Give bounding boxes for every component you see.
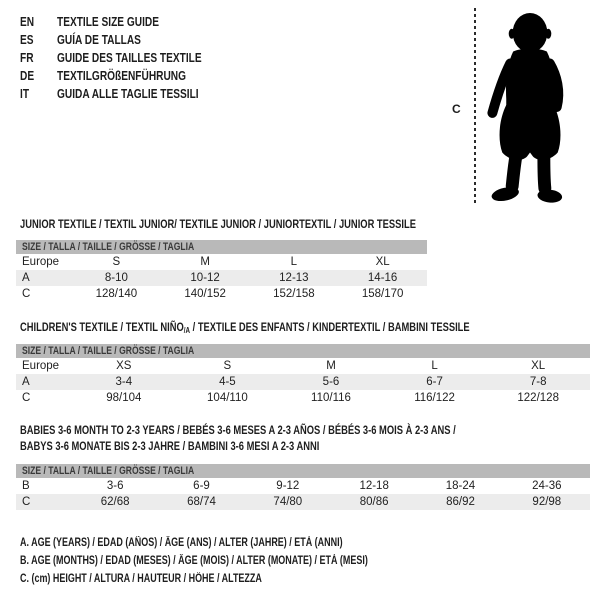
size-cell: L — [431, 360, 438, 372]
size-cell: 128/140 — [95, 288, 138, 300]
size-cell: 4-5 — [176, 374, 280, 390]
lang-row-en — [20, 13, 242, 31]
row-label: C — [22, 288, 31, 300]
size-cell: 7-8 — [486, 374, 590, 390]
lang-code: DE — [20, 68, 35, 83]
size-cell: 62/68 — [72, 494, 158, 510]
junior-title-text: JUNIOR TEXTILE / TEXTIL JUNIOR/ TEXTILE JUNIOR / JUNIORTEXTIL / JUNIOR TESSILE — [20, 217, 416, 231]
lang-row-de — [20, 67, 242, 85]
size-cell: 74/80 — [245, 494, 331, 510]
children-size-header-bar — [16, 344, 590, 358]
size-cell: XS — [116, 360, 132, 372]
babies-title-line1: BABIES 3-6 MONTH TO 2-3 YEARS / BEBÉS 3-6 MESES A 2-3 AÑOS / BÉBÉS 3-6 MOIS À 2-3 ANS / — [20, 423, 456, 437]
size-cell: 10-12 — [161, 270, 250, 286]
babies-size-table — [16, 478, 590, 510]
legend — [20, 534, 466, 588]
size-cell: 24-36 — [532, 480, 562, 492]
size-cell: 122/128 — [517, 392, 559, 404]
size-cell: M — [200, 256, 210, 268]
size-cell: 68/74 — [158, 494, 244, 510]
size-cell: S — [223, 360, 232, 372]
lang-title: GUIDE DES TAILLES TEXTILE — [57, 50, 202, 65]
junior-size-header-bar — [16, 240, 427, 254]
junior-section-title — [20, 216, 528, 232]
children-size-table — [16, 358, 590, 406]
row-label: A — [16, 374, 72, 390]
row-label: A — [16, 270, 72, 286]
baby-silhouette-icon — [483, 8, 578, 206]
lang-title: GUÍA DE TALLAS — [57, 32, 141, 47]
table-row — [16, 494, 590, 510]
children-section-title — [20, 319, 596, 339]
children-title-sub: /A — [183, 326, 191, 335]
size-cell: XL — [531, 360, 546, 372]
size-cell: 14-16 — [338, 270, 427, 286]
row-label: Europe — [22, 360, 60, 372]
legend-line-c: C. (cm) HEIGHT / ALTURA / HAUTEUR / HÖHE / ALTEZZA — [20, 573, 262, 585]
babies-section-title — [20, 422, 579, 454]
height-measure-dotted-line — [474, 8, 476, 206]
table-row — [16, 390, 590, 406]
size-cell: 8-10 — [72, 270, 161, 286]
table-row — [16, 270, 427, 286]
size-cell: 110/116 — [311, 392, 351, 404]
legend-line-b: B. AGE (MONTHS) / EDAD (MESES) / ÂGE (MOIS) / ALTER (MONATE) / ETÀ (MESI) — [20, 555, 368, 567]
row-label: B — [22, 480, 30, 492]
size-cell: 9-12 — [276, 480, 300, 492]
size-cell: 5-6 — [279, 374, 383, 390]
size-cell: 98/104 — [106, 392, 142, 404]
size-cell: 3-6 — [106, 480, 124, 492]
legend-line-a: A. AGE (YEARS) / EDAD (AÑOS) / ÂGE (ANS) / ALTER (JAHRE) / ETÀ (ANNI) — [20, 537, 343, 549]
lang-title: GUIDA ALLE TAGLIE TESSILI — [57, 86, 199, 101]
size-cell: 6-7 — [383, 374, 487, 390]
size-cell: 12-13 — [250, 270, 339, 286]
size-cell: 158/170 — [361, 288, 404, 300]
size-cell: S — [112, 256, 121, 268]
size-cell: M — [326, 360, 336, 372]
lang-row-es — [20, 31, 242, 49]
row-label: C — [16, 494, 72, 510]
size-cell: 6-9 — [193, 480, 210, 492]
size-cell: XL — [375, 256, 390, 268]
row-label: C — [22, 392, 31, 404]
table-row — [16, 358, 590, 374]
lang-code: FR — [20, 50, 34, 65]
height-label-c: C — [452, 102, 461, 116]
size-header-text: SIZE / TALLA / TAILLE / GRÖSSE / TAGLIA — [22, 465, 195, 477]
size-cell: 140/152 — [184, 288, 226, 300]
table-row — [16, 254, 427, 270]
size-cell: 12-18 — [359, 480, 389, 492]
size-cell: 152/158 — [273, 288, 315, 300]
size-cell: 80/86 — [331, 494, 417, 510]
size-cell: 86/92 — [417, 494, 503, 510]
lang-title: TEXTILGRÖßENFÜHRUNG — [57, 68, 187, 83]
babies-title-line2: BABYS 3-6 MONATE BIS 2-3 JAHRE / BAMBINI 3-6 MESI A 2-3 ANNI — [20, 439, 320, 453]
size-header-text: SIZE / TALLA / TAILLE / GRÖSSE / TAGLIA — [22, 241, 195, 253]
junior-size-table — [16, 254, 427, 302]
size-cell: 92/98 — [504, 494, 590, 510]
size-cell: 116/122 — [414, 392, 455, 404]
lang-row-it — [20, 85, 242, 103]
lang-code: IT — [20, 86, 30, 101]
babies-size-header-bar — [16, 464, 590, 478]
children-title-post: / TEXTILE DES ENFANTS / KINDERTEXTIL / BAMBINI TESSILE — [190, 320, 470, 334]
children-title-pre: CHILDREN'S TEXTILE / TEXTIL NIÑO — [20, 320, 184, 334]
lang-code: ES — [20, 32, 34, 47]
row-label: Europe — [22, 256, 60, 268]
lang-row-fr — [20, 49, 242, 67]
size-cell: 18-24 — [445, 480, 476, 492]
language-header — [20, 13, 242, 103]
lang-title: TEXTILE SIZE GUIDE — [57, 14, 159, 29]
table-row — [16, 374, 590, 390]
size-cell: 3-4 — [72, 374, 176, 390]
table-row — [16, 478, 590, 494]
size-header-text: SIZE / TALLA / TAILLE / GRÖSSE / TAGLIA — [22, 345, 195, 357]
lang-code: EN — [20, 14, 35, 29]
size-cell: L — [290, 256, 298, 268]
size-cell: 104/110 — [207, 392, 248, 404]
table-row — [16, 286, 427, 302]
